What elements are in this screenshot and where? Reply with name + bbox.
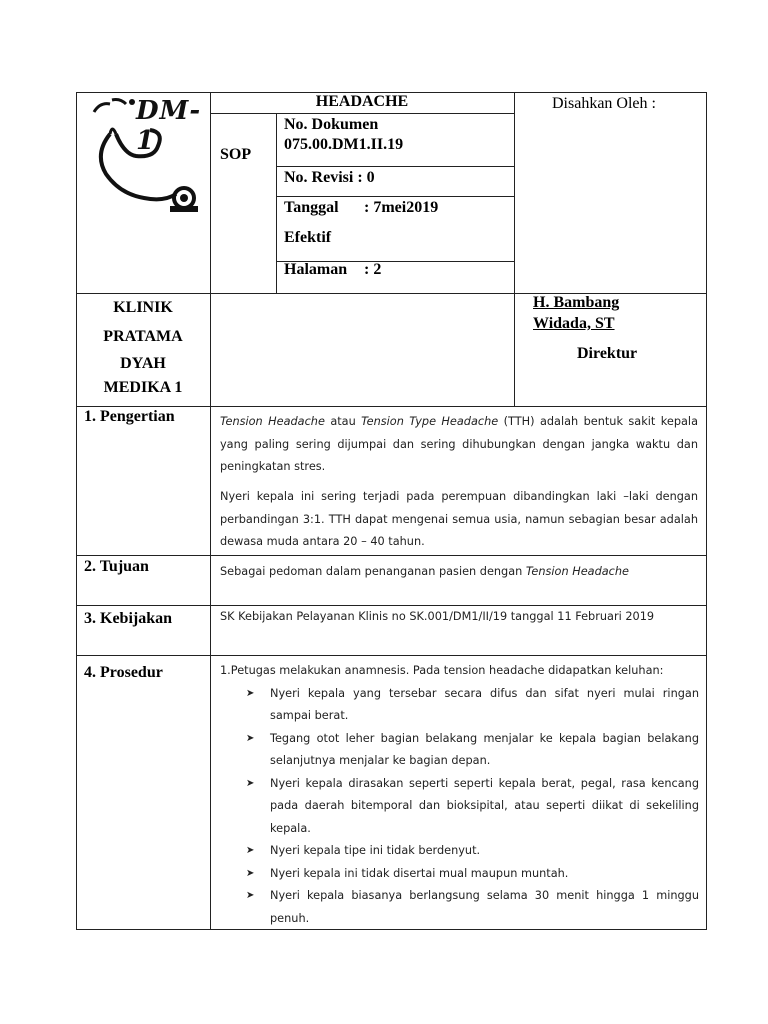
arrow-bullet-icon: ➤: [246, 890, 255, 901]
kebijakan-row-bottom: [76, 655, 707, 656]
document-title: HEADACHE: [315, 93, 409, 110]
approved-by-label: Disahkan Oleh :: [552, 95, 656, 112]
tujuan-term: Tension Headache: [525, 565, 629, 578]
symptom-item: ➤ Nyeri kepala yang tersebar secara difus dan sifat nyeri mulai ringan sampai berat.: [220, 683, 699, 728]
header-col-divider-2: [514, 92, 515, 406]
term-tension-type-headache: Tension Type Headache: [361, 415, 499, 428]
symptom-item: ➤ Nyeri kepala ini tidak disertai mual maupun muntah.: [220, 863, 699, 886]
revision-number: No. Revisi : 0: [284, 169, 375, 186]
clinic-name-line-4: MEDIKA 1: [103, 379, 183, 396]
sop-label: SOP: [220, 146, 252, 163]
term-tension-headache: Tension Headache: [220, 415, 325, 428]
page-value: : 2: [364, 261, 382, 278]
pengertian-text-1: atau: [324, 415, 362, 428]
symptom-item: ➤ Nyeri kepala biasanya berlangsung selama 30 menit hingga 1 minggu penuh.: [220, 885, 699, 930]
effective-label: Efektif: [284, 229, 332, 246]
pengertian-row-bottom: [76, 555, 707, 556]
symptom-list: [220, 683, 699, 931]
clinic-name: [76, 293, 210, 399]
table-left-border: [76, 92, 77, 930]
arrow-bullet-icon: ➤: [246, 777, 255, 789]
arrow-bullet-icon: ➤: [246, 845, 255, 856]
clinic-logo: [84, 94, 206, 218]
prosedur-body: [220, 660, 699, 930]
pengertian-text-2: (TTH) adalah bentuk sakit kepala yang paling sering dijumpai dan sering dihubungkan dengan jangka waktu dan peningkatan stres.: [220, 415, 698, 473]
signer-name-line-2: Widada, ST: [533, 315, 615, 332]
prosedur-intro: 1.Petugas melakukan anamnesis. Pada tension headache didapatkan keluhan:: [220, 664, 664, 677]
arrow-bullet-icon: ➤: [246, 732, 255, 744]
title-row-divider: [210, 113, 514, 114]
sop-col-divider: [276, 113, 277, 293]
section-label-kebijakan: 3. Kebijakan: [84, 610, 173, 627]
clinic-name-line-3: DYAH: [120, 355, 166, 372]
arrow-bullet-icon: ➤: [246, 687, 255, 699]
section-label-pengertian: 1. Pengertian: [84, 408, 175, 425]
effective-date-label: Tanggal: [284, 199, 339, 216]
doc-number-label: No. Dokumen: [284, 116, 379, 133]
section-label-tujuan: 2. Tujuan: [84, 558, 149, 575]
logo-text: DM-1: [136, 96, 202, 156]
revisi-row-divider: [276, 196, 514, 197]
signer-name-line-1: H. Bambang: [533, 294, 620, 311]
tujuan-text-main: Sebagai pedoman dalam penanganan pasien dengan: [220, 565, 526, 578]
section-label-divider: [210, 406, 211, 930]
clinic-name-line-2: PRATAMA: [103, 328, 183, 345]
tujuan-text: [220, 561, 698, 584]
kebijakan-text: SK Kebijakan Pelayanan Klinis no SK.001/DM1/II/19 tanggal 11 Februari 2019: [220, 610, 655, 623]
pengertian-paragraph-1: [220, 411, 698, 479]
symptom-item: ➤ Nyeri kepala tipe ini tidak berdenyut.: [220, 840, 699, 863]
doc-number-value: 075.00.DM1.II.19: [284, 136, 404, 153]
symptom-item: ➤ Tegang otot leher bagian belakang menjalar ke kepala bagian belakang selanjutnya menjalar ke bagian depan.: [220, 728, 699, 773]
clinic-name-line-1: KLINIK: [113, 299, 173, 316]
symptom-item: ➤ Nyeri kepala dirasakan seperti seperti kepala berat, pegal, rasa kencang pada daerah bitemporal dan bioksipital, atau seperti diikat di sekeliling kepala.: [220, 773, 699, 841]
arrow-bullet-icon: ➤: [246, 867, 255, 879]
docno-row-divider: [276, 166, 514, 167]
table-right-border: [706, 92, 707, 930]
clinic-row-bottom: [76, 406, 707, 407]
page-label: Halaman: [284, 261, 348, 278]
pengertian-paragraph-2: Nyeri kepala ini sering terjadi pada perempuan dibandingkan laki –laki dengan perbandingan 3:1. TTH dapat mengenai semua usia, namun sebagian besar adalah dewasa muda antara 20 – 40 tahun.: [220, 490, 698, 548]
effective-date-value: : 7mei2019: [364, 199, 439, 216]
signer-role: Direktur: [577, 345, 638, 362]
header-col-divider-1: [210, 92, 211, 406]
section-label-prosedur: 4. Prosedur: [84, 664, 163, 681]
